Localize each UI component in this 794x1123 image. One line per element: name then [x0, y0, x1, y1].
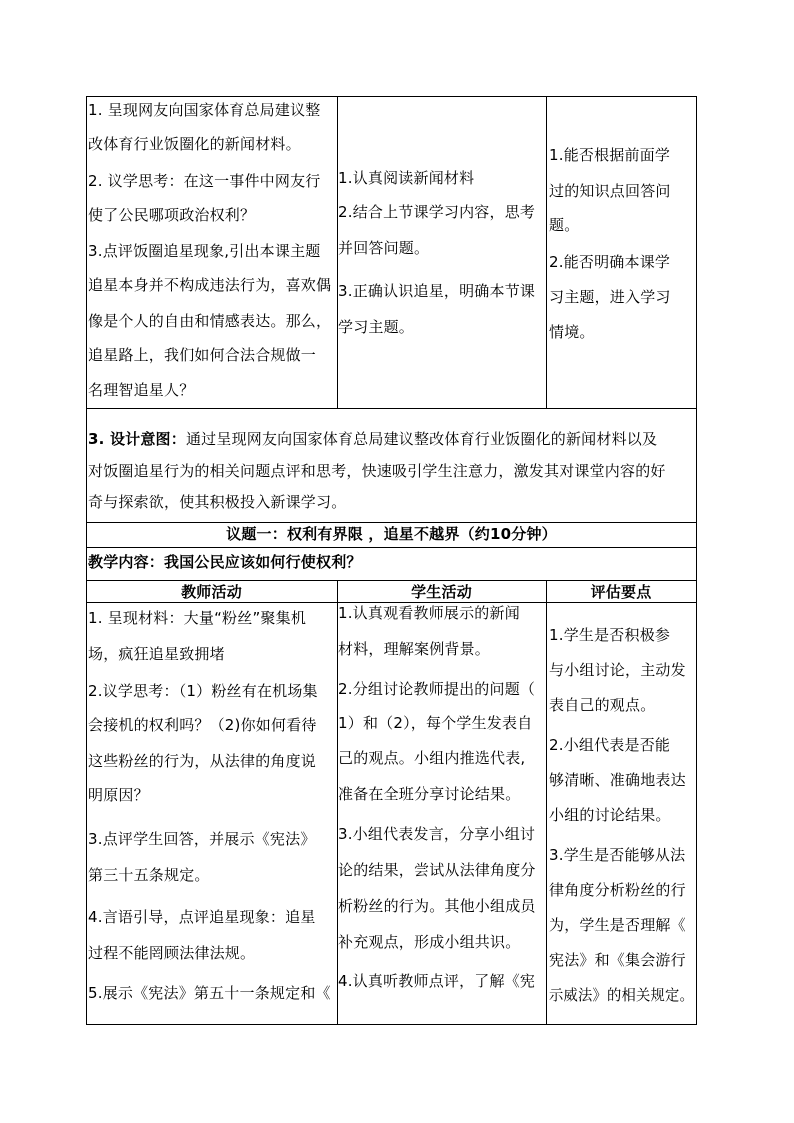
text-line: 与小组讨论，主动发 [549, 661, 686, 679]
text-line: 2. 议学思考：在这一事件中网友行 [88, 172, 321, 190]
text-line: 追星本身并不构成违法行为，喜欢偶 [88, 276, 332, 294]
text-line: 3.小组代表发言，分享小组讨 [338, 825, 536, 843]
text-line: 析粉丝的行为。其他小组成员 [338, 897, 536, 915]
text-line: 改体育行业饭圈化的新闻材料。 [88, 135, 301, 153]
text-line: 宪法》和《集会游行 [549, 951, 686, 969]
text-line: 4.认真听教师点评，了解《宪 [338, 972, 536, 990]
text-line: 这些粉丝的行为，从法律的角度说 [88, 752, 317, 770]
text-line: 过程不能罔顾法律法规。 [88, 944, 256, 962]
text-line: 补充观点，形成小组共识。 [338, 933, 521, 951]
text-line: 追星路上，我们如何合法合规做一 [88, 346, 317, 364]
text-line: 1.学生是否积极参 [549, 626, 671, 644]
text-line: 1.认真阅读新闻材料 [338, 169, 475, 187]
text-line: 律角度分析粉丝的行 [549, 881, 686, 899]
text-line: 像是个人的自由和情感表达。那么， [88, 312, 332, 330]
text-line: 2.分组讨论教师提出的问题（ [338, 680, 536, 698]
table-border-right [696, 96, 697, 1025]
text-line: 明原因？ [88, 786, 149, 804]
text-line: 够清晰、准确地表达 [549, 771, 686, 789]
text-line: 论的结果，尝试从法律角度分 [338, 861, 536, 879]
row-divider [86, 522, 697, 523]
text-line: 过的知识点回答问 [549, 182, 671, 200]
text-line: 1. 呈现网友向国家体育总局建议整 [88, 101, 321, 119]
text-line: 并回答问题。 [338, 239, 430, 257]
row-divider [86, 580, 697, 581]
text-line: 场，疯狂追星致拥堵 [88, 645, 225, 663]
text-line: 1.认真观看教师展示的新闻 [338, 604, 520, 622]
table-border-bottom [86, 1024, 697, 1025]
text-line: 1.能否根据前面学 [549, 146, 671, 164]
text-line: 会接机的权利吗？（2)你如何看待 [88, 716, 317, 734]
text-line: 3.点评饭圈追星现象,引出本课主题 [88, 242, 321, 260]
text-line: 2.结合上节课学习内容，思考 [338, 203, 536, 221]
text-line: 1. 呈现材料：大量“粉丝”聚集机 [88, 609, 307, 627]
text-line: 示威法》的相关规定。 [549, 986, 695, 1004]
teaching-content: 教学内容：我国公民应该如何行使权利？ [88, 553, 362, 571]
design-intent-line: 对饭圈追星行为的相关问题点评和思考，快速吸引学生注意力，激发其对课堂内容的好 [88, 462, 666, 480]
row-divider [86, 547, 697, 548]
design-intent-line [88, 432, 657, 447]
text-line: 使了公民哪项政治权利？ [88, 206, 256, 224]
text-line: 2.小组代表是否能 [549, 736, 671, 754]
text-line: 学习主题。 [338, 318, 415, 336]
header-assessment: 评估要点 [590, 583, 652, 601]
text-line: 题。 [549, 216, 580, 234]
text-line: 准备在全班分享讨论结果。 [338, 785, 521, 803]
topic-title: 议题一：权利有界限 ，追星不越界（约10分钟） [226, 525, 557, 543]
design-intent-text: 通过呈现网友向国家体育总局建议整改体育行业饭圈化的新闻材料以及 [185, 430, 658, 448]
table-border-top [86, 96, 697, 97]
text-line: 小组的讨论结果。 [549, 806, 671, 824]
table-border-left [86, 96, 87, 1025]
text-line: 3.点评学生回答，并展示《宪法》 [88, 830, 316, 848]
text-line: 5.展示《宪法》第五十一条规定和《 [88, 984, 331, 1002]
column-divider [546, 580, 547, 1025]
text-line: 表自己的观点。 [549, 696, 656, 714]
text-line: 3.学生是否能够从法 [549, 846, 686, 864]
text-line: 为，学生是否理解《 [549, 916, 686, 934]
row-divider [86, 408, 697, 409]
text-line: 习主题，进入学习 [549, 288, 671, 306]
design-intent-label: 3. 设计意图： [88, 430, 186, 448]
text-line: 3.正确认识追星，明确本节课 [338, 282, 536, 300]
row-divider [86, 602, 697, 603]
design-intent-line: 奇与探索欲，使其积极投入新课学习。 [88, 493, 347, 511]
text-line: 2.议学思考：（1）粉丝有在机场集 [88, 682, 318, 700]
text-line: 1）和（2），每个学生发表自 [338, 714, 533, 732]
text-line: 材料，理解案例背景。 [338, 640, 491, 658]
header-student-activity: 学生活动 [411, 583, 472, 601]
text-line: 第三十五条规定。 [88, 866, 210, 884]
column-divider [546, 96, 547, 408]
text-line: 己的观点。小组内推选代表, [338, 749, 526, 767]
text-line: 情境。 [549, 323, 595, 341]
text-line: 2.能否明确本课学 [549, 253, 671, 271]
header-teacher-activity: 教师活动 [181, 583, 242, 601]
text-line: 4.言语引导，点评追星现象：追星 [88, 908, 316, 926]
text-line: 名理智追星人？ [88, 381, 195, 399]
